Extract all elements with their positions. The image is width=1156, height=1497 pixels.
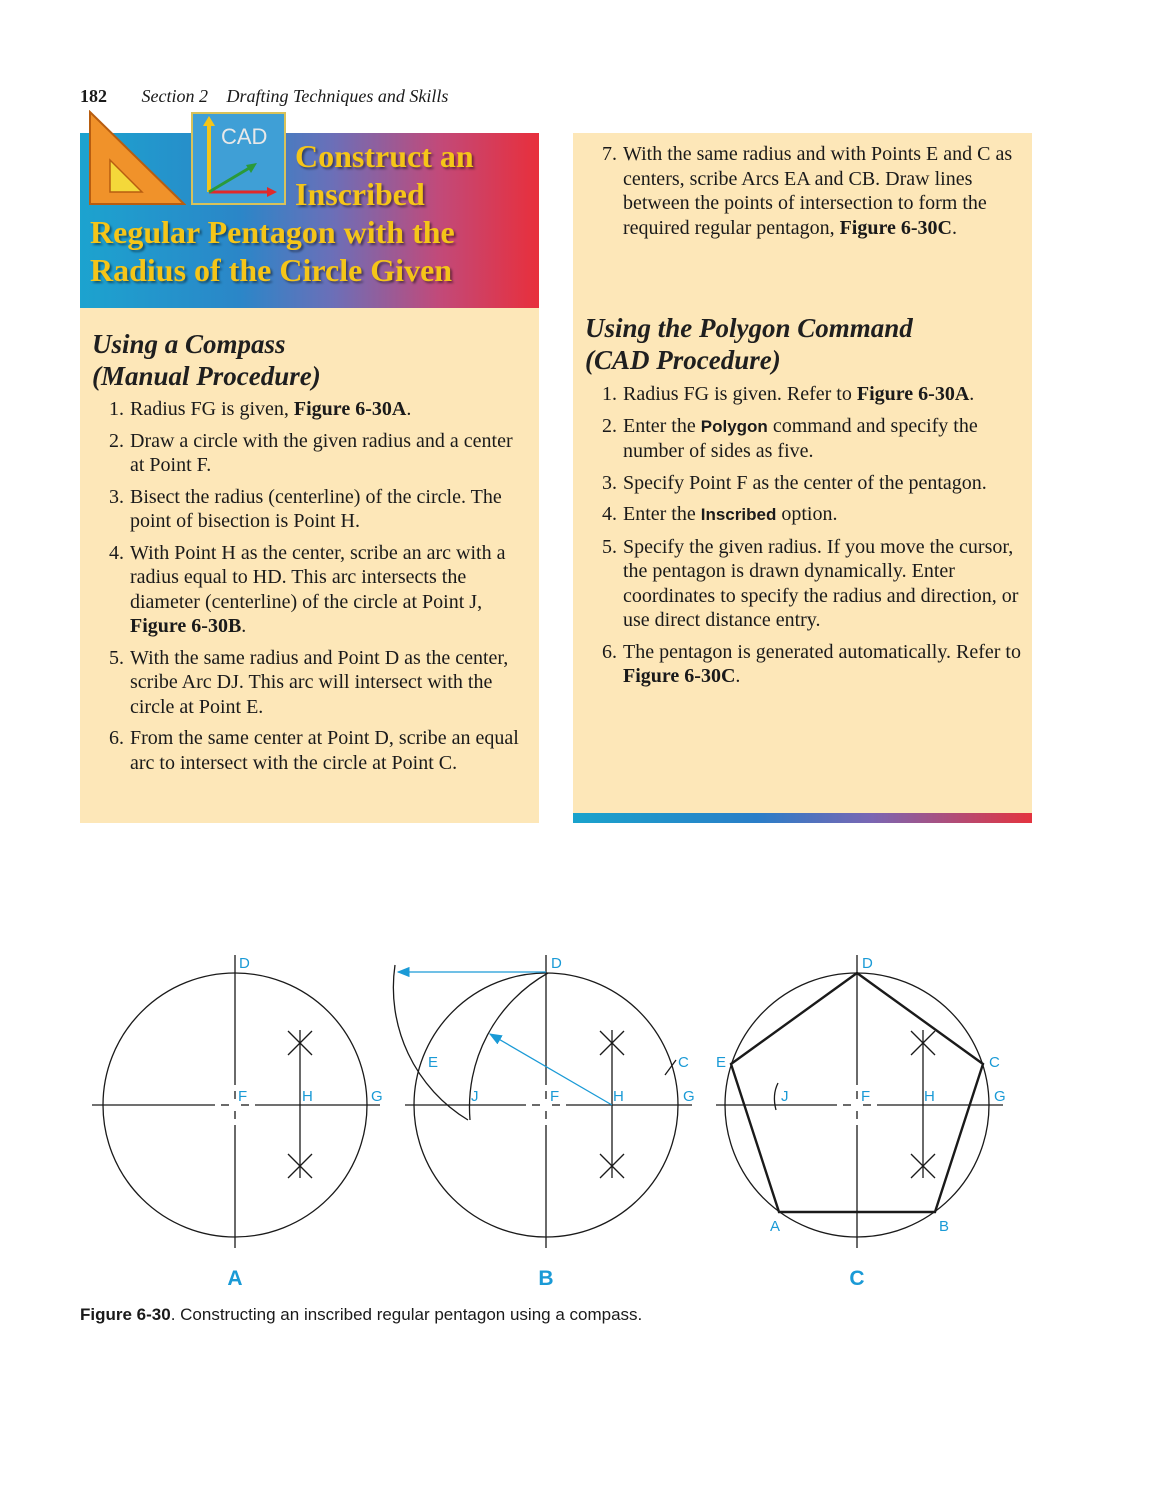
list-item: 7. With the same radius and with Points E and C as centers, scribe Arcs EA and CB. Draw lines between the points of intersection to form the required regular pentagon, Figure 6-30C. (602, 143, 1013, 239)
manual-heading-line-1: Using a Compass (92, 329, 286, 359)
cad-logo-text: CAD (221, 124, 268, 149)
point-label-h: H (613, 1088, 624, 1105)
figure-6-30 (0, 930, 1156, 1300)
point-label-a: A (770, 1218, 781, 1235)
panel-label-c: C (849, 1267, 865, 1290)
point-label-d: D (551, 955, 562, 972)
panel-label-b: B (538, 1267, 554, 1290)
list-item: 1. Radius FG is given. Refer to Figure 6-30A. (602, 383, 975, 405)
title-line-3: Regular Pentagon with the (90, 214, 455, 250)
list-item: 4. With Point H as the center, scribe an arc with a radius equal to HD. This arc intersects the diameter (centerline) of the circle at Point J, Figure 6-30B. (109, 541, 506, 637)
cad-heading (585, 312, 913, 376)
list-item: 5. Specify the given radius. If you move the cursor, the pentagon is drawn dynamically. Enter coordinates to specify the radius and direction, or use direct distance entry. (602, 535, 1019, 631)
list-item: 6. From the same center at Point D, scribe an equal arc to intersect with the circle at Point C. (109, 727, 519, 774)
gradient-rule (573, 813, 1032, 823)
list-item: 3. Bisect the radius (centerline) of the circle. The point of bisection is Point H. (109, 485, 502, 532)
point-label-f: F (238, 1088, 248, 1105)
point-label-d: D (862, 955, 873, 972)
list-item: 3. Specify Point F as the center of the pentagon. (602, 471, 987, 494)
cad-heading-line-2: (CAD Procedure) (585, 345, 781, 375)
running-head (80, 86, 448, 107)
point-label-d: D (239, 955, 250, 972)
manual-steps (100, 397, 530, 782)
point-label-f: F (550, 1088, 560, 1105)
figure-caption (80, 1305, 642, 1325)
point-label-h: H (924, 1088, 935, 1105)
drafting-triangle-icon (88, 110, 186, 206)
caption-text: . Constructing an inscribed regular pentagon using a compass. (170, 1305, 643, 1324)
section-title: Drafting Techniques and Skills (226, 86, 449, 106)
point-label-g: G (994, 1088, 1006, 1105)
point-label-h: H (302, 1088, 313, 1105)
title-line-1: Construct an (295, 138, 474, 174)
list-item: 2. Enter the Polygon command and specify the number of sides as five. (602, 414, 978, 462)
panel-label-a: A (227, 1267, 243, 1290)
title-line-2: Inscribed (295, 176, 425, 212)
title-line-4: Radius of the Circle Given (90, 252, 453, 288)
point-label-j: J (471, 1088, 479, 1105)
cad-steps (593, 382, 1025, 696)
list-item: 4. Enter the Inscribed option. (602, 503, 838, 525)
panel-c-drawing (716, 955, 1003, 1248)
point-label-g: G (371, 1088, 383, 1105)
list-item: 2. Draw a circle with the given radius and a center at Point F. (109, 429, 513, 476)
point-label-b: B (939, 1218, 950, 1235)
point-label-c: C (989, 1054, 1000, 1071)
list-item: 1. Radius FG is given, Figure 6-30A. (109, 398, 412, 420)
point-label-e: E (716, 1054, 727, 1071)
manual-heading-line-2: (Manual Procedure) (92, 361, 321, 391)
section-label: Section 2 (141, 86, 208, 106)
point-label-e: E (428, 1054, 439, 1071)
manual-heading (92, 328, 321, 392)
point-label-c: C (678, 1054, 689, 1071)
manual-steps-continued (593, 142, 1023, 247)
point-label-f: F (861, 1088, 871, 1105)
panel-a-drawing (92, 955, 380, 1248)
list-item: 6. The pentagon is generated automatically. Refer to Figure 6-30C. (602, 640, 1021, 687)
cad-heading-line-1: Using the Polygon Command (585, 313, 913, 343)
list-item: 5. With the same radius and Point D as the center, scribe Arc DJ. This arc will intersect with the circle at Point E. (109, 646, 509, 718)
point-label-g: G (683, 1088, 695, 1105)
cad-logo-icon (191, 112, 286, 205)
panel-b-drawing (393, 955, 692, 1248)
page-number: 182 (80, 86, 107, 106)
point-label-j: J (781, 1088, 789, 1105)
caption-label: Figure 6-30 (80, 1305, 171, 1324)
